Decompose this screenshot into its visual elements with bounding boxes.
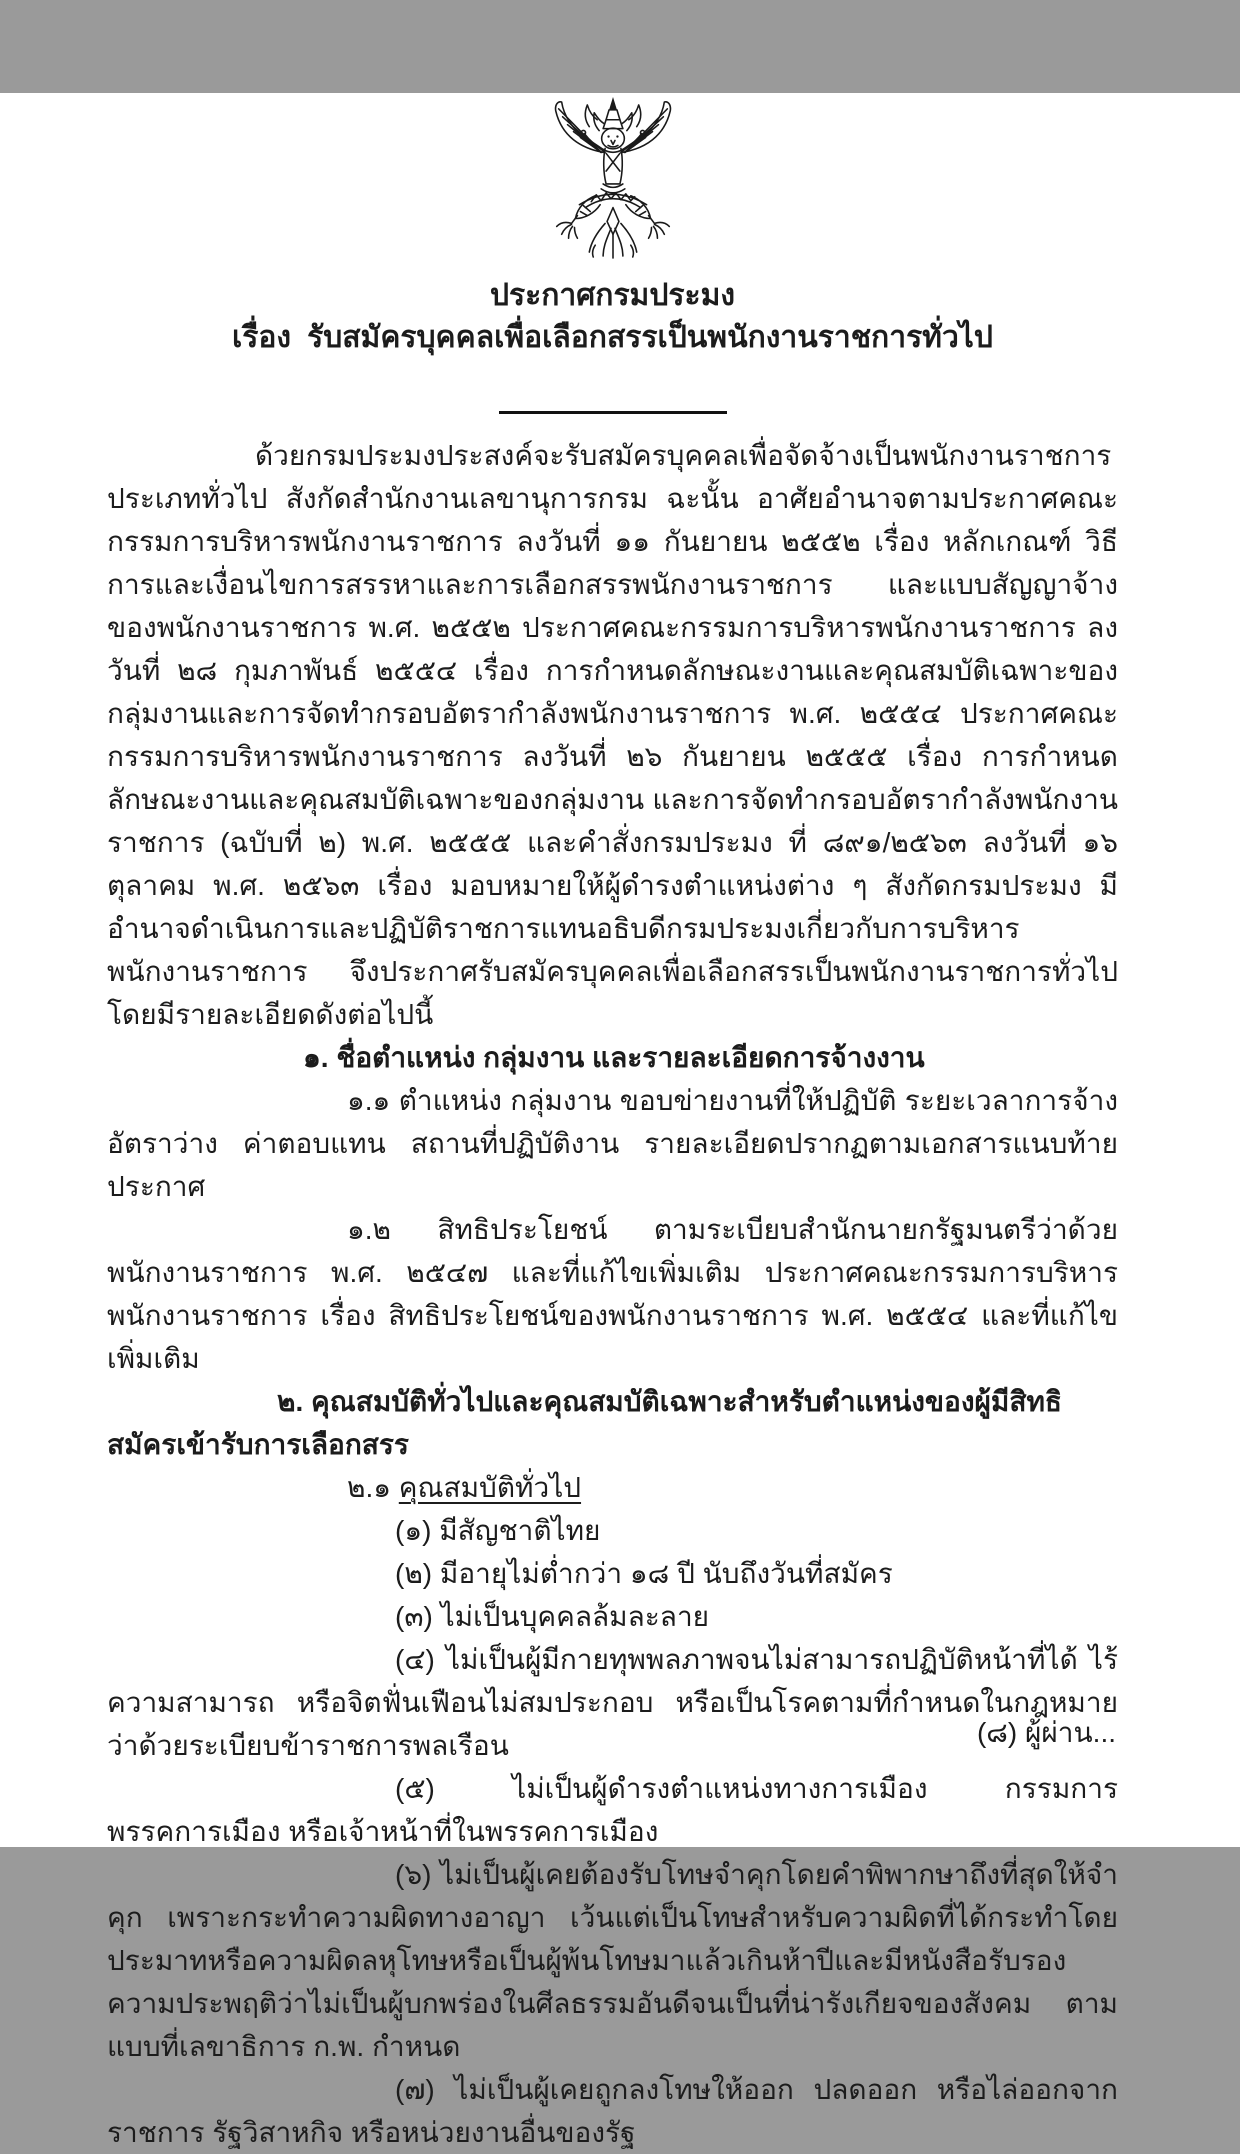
document-page <box>0 93 1240 2148</box>
document-title: ประกาศกรมประมง <box>489 279 736 312</box>
emblem-container <box>107 93 1118 263</box>
intro-paragraph: ด้วยกรมประมงประสงค์จะรับสมัครบุคคลเพื่อจัดจ้างเป็นพนักงานราชการประเภททั่วไป สังกัดสำนักงานเลขานุการกรม ฉะนั้น อาศัยอำนาจตามประกาศคณะกรรมการบริหารพนักงานราชการ ลงวันที่ ๑๑ กันยายน ๒๕๕๒ เรื่อง หลักเกณฑ์ วิธีการและเงื่อนไขการสรรหาและการเลือกสรรพนักงานราชการ และแบบสัญญาจ้างของพนักงานราชการ พ.ศ. ๒๕๕๒ ประกาศคณะกรรมการบริหารพนักงานราชการ ลงวันที่ ๒๘ กุมภาพันธ์ ๒๕๕๔ เรื่อง การกำหนดลักษณะงานและคุณสมบัติเฉพาะของกลุ่มงานและการจัดทำกรอบอัตรากำลังพนักงานราชการ พ.ศ. ๒๕๕๔ ประกาศคณะกรรมการบริหารพนักงานราชการ ลงวันที่ ๒๖ กันยายน ๒๕๕๕ เรื่อง การกำหนดลักษณะงานและคุณสมบัติเฉพาะของกลุ่มงาน และการจัดทำกรอบอัตรากำลังพนักงานราชการ (ฉบับที่ ๒) พ.ศ. ๒๕๕๕ และคำสั่งกรมประมง ที่ ๘๙๑/๒๕๖๓ ลงวันที่ ๑๖ ตุลาคม พ.ศ. ๒๕๖๓ เรื่อง มอบหมายให้ผู้ดำรงตำแหน่งต่าง ๆ สังกัดกรมประมง มีอำนาจดำเนินการและปฏิบัติราชการแทนอธิบดีกรมประมงเกี่ยวกับการบริหารพนักงานราชการ จึงประกาศรับสมัครบุคคลเพื่อเลือกสรรเป็นพนักงานราชการทั่วไป โดยมีรายละเอียดดังต่อไปนี้ <box>107 440 1118 1030</box>
qualification-item-2: (๒) มีอายุไม่ต่ำกว่า ๑๘ ปี นับถึงวันที่สมัคร <box>395 1558 893 1589</box>
sub-2-1-label: คุณสมบัติทั่วไป <box>398 1472 582 1503</box>
section-1-item-1-2: ๑.๒ สิทธิประโยชน์ ตามระเบียบสำนักนายกรัฐมนตรีว่าด้วยพนักงานราชการ พ.ศ. ๒๕๔๗ และที่แก้ไขเพิ่มเติม ประกาศคณะกรรมการบริหารพนักงานราชการ เรื่อง สิทธิประโยชน์ของพนักงานราชการ พ.ศ. ๒๕๕๔ และที่แก้ไขเพิ่มเติม <box>107 1214 1118 1374</box>
qualification-item-4: (๔) ไม่เป็นผู้มีกายทุพพลภาพจนไม่สามารถปฏิบัติหน้าที่ได้ ไร้ความสามารถ หรือจิตฟั่นเฟือนไม่สมประกอบ หรือเป็นโรคตามที่กำหนดในกฎหมายว่าด้วยระเบียบข้าราชการพลเรือน <box>107 1644 1118 1761</box>
section-1-item-1-1: ๑.๑ ตำแหน่ง กลุ่มงาน ขอบข่ายงานที่ให้ปฏิบัติ ระยะเวลาการจ้าง อัตราว่าง ค่าตอบแทน สถานที่ปฏิบัติงาน รายละเอียดปรากฏตามเอกสารแนบท้ายประกาศ <box>107 1085 1118 1202</box>
document-subject <box>107 317 1118 359</box>
document-body <box>107 434 1118 2154</box>
qualification-item-5: (๕) ไม่เป็นผู้ดำรงตำแหน่งทางการเมือง กรรมการพรรคการเมือง หรือเจ้าหน้าที่ในพรรคการเมือง <box>107 1773 1118 1847</box>
qualification-list <box>107 1509 1118 2154</box>
section-2-heading: ๒. คุณสมบัติทั่วไปและคุณสมบัติเฉพาะสำหรับตำแหน่งของผู้มีสิทธิสมัครเข้ารับการเลือกสรร <box>107 1386 1063 1460</box>
section-2-sub-2-1 <box>107 1466 1118 1509</box>
qualification-item-6: (๖) ไม่เป็นผู้เคยต้องรับโทษจำคุกโดยคำพิพากษาถึงที่สุดให้จำคุก เพราะกระทำความผิดทางอาญา เว้นแต่เป็นโทษสำหรับความผิดที่ได้กระทำโดยประมาทหรือความผิดลหุโทษหรือเป็นผู้พ้นโทษมาแล้วเกินห้าปีและมีหนังสือรับรองความประพฤติว่าไม่เป็นผู้บกพร่องในศีลธรรมอันดีจนเป็นที่น่ารังเกียจของสังคม ตามแบบที่เลขาธิการ ก.พ. กำหนด <box>107 1859 1118 2062</box>
qualification-item-7: (๗) ไม่เป็นผู้เคยถูกลงโทษให้ออก ปลดออก หรือไล่ออกจากราชการ รัฐวิสาหกิจ หรือหน่วยงานอื่นของรัฐ <box>107 2074 1118 2148</box>
subject-text: รับสมัครบุคคลเพื่อเลือกสรรเป็นพนักงานราชการทั่วไป <box>307 321 993 354</box>
garuda-emblem-icon <box>534 93 692 263</box>
page-continuation-note: (๘) ผู้ผ่าน... <box>976 1717 1116 1748</box>
title-divider-line <box>499 411 727 414</box>
subject-prefix: เรื่อง <box>232 321 292 354</box>
qualification-item-1: (๑) มีสัญชาติไทย <box>395 1515 601 1546</box>
sub-2-1-number: ๒.๑ <box>347 1472 399 1503</box>
section-1-heading: ๑. ชื่อตำแหน่ง กลุ่มงาน และรายละเอียดการจ้างงาน <box>303 1042 925 1073</box>
qualification-item-3: (๓) ไม่เป็นบุคคลล้มละลาย <box>395 1601 710 1632</box>
